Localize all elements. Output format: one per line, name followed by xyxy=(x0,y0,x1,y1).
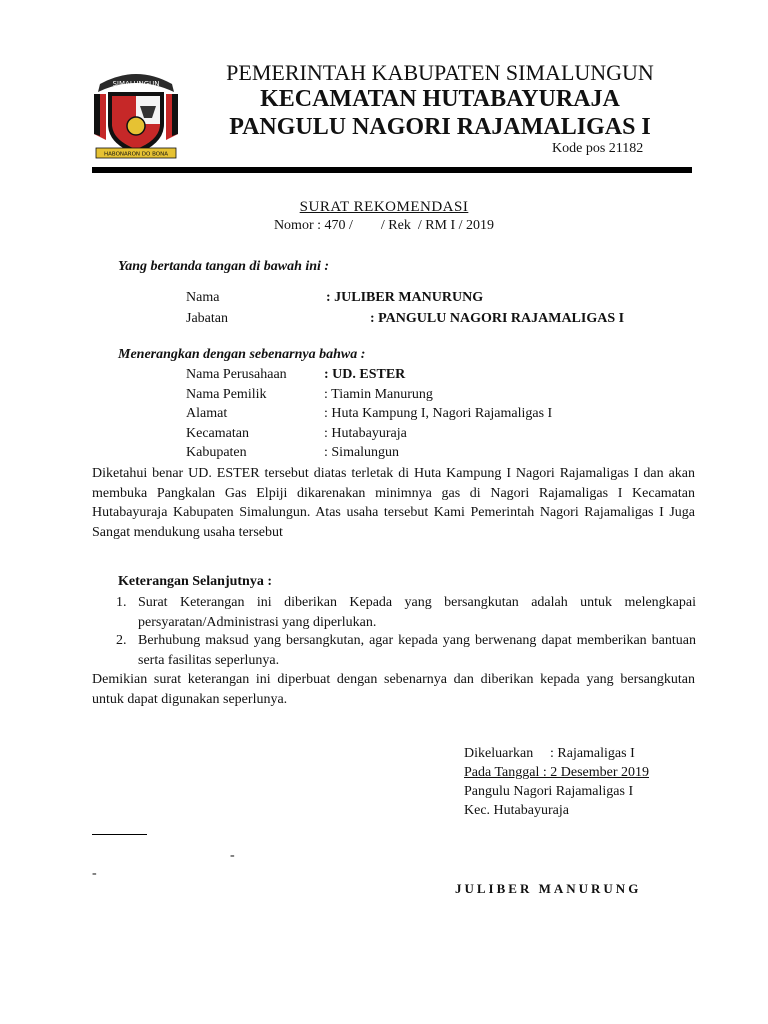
header-government: PEMERINTAH KABUPATEN SIMALUNGUN xyxy=(226,60,654,85)
signer-position: Pangulu Nagori Rajamaligas I xyxy=(464,784,634,799)
dash-mark: - xyxy=(92,866,97,881)
note-number: 2. xyxy=(116,633,127,648)
issue-date: Pada Tanggal : 2 Desember 2019 xyxy=(464,765,649,780)
letter-title: SURAT REKOMENDASI xyxy=(299,199,469,215)
company-name-value: : UD. ESTER xyxy=(324,367,406,382)
owner-value: : Tiamin Manurung xyxy=(324,387,433,402)
signer-position-value: : PANGULU NAGORI RAJAMALIGAS I xyxy=(370,311,625,326)
regency-value: : Simalungun xyxy=(324,445,400,460)
address-value: : Huta Kampung I, Nagori Rajamaligas I xyxy=(324,406,553,421)
issued-value: : Rajamaligas I xyxy=(550,746,635,761)
address-label: Alamat xyxy=(186,406,228,421)
left-signature-line xyxy=(92,834,147,835)
signer-signature-name: JULIBER MANURUNG xyxy=(455,881,642,896)
owner-label: Nama Pemilik xyxy=(186,387,267,402)
signer-name-label: Nama xyxy=(186,290,220,305)
company-name-label: Nama Perusahaan xyxy=(186,367,287,382)
subdistrict-value: : Hutabayuraja xyxy=(324,426,407,441)
intro-text: Yang bertanda tangan di bawah ini : xyxy=(118,259,330,274)
body-paragraph: Diketahui benar UD. ESTER tersebut diatas terletak di Huta Kampung I Nagori Rajamaligas I dan akan membuka Pangkalan Gas Elpiji dikarenakan minimnya gas di Nagori Rajamaligas I Kecamatan Hutabayuraja Kabupaten Simalungun. Atas usaha tersebut Kami Pemerintah Nagori Rajamaligas I Juga Sangat mendukung usaha tersebut xyxy=(92,466,695,540)
note-text: Berhubung maksud yang bersangkutan, agar kepada yang berwenang dapat memberikan bantuan serta fasilitas seperlunya. xyxy=(138,633,696,668)
logo-bottom-text: HABONARON DO BONA xyxy=(104,151,168,158)
logo-top-text: SIMALUNGUN xyxy=(112,80,160,88)
note-number: 1. xyxy=(116,595,127,610)
subdistrict-label: Kecamatan xyxy=(186,426,249,441)
signer-position-label: Jabatan xyxy=(186,311,228,326)
header-village: PANGULU NAGORI RAJAMALIGAS I xyxy=(229,114,651,140)
header-district: KECAMATAN HUTABAYURAJA xyxy=(260,86,620,112)
notes-heading: Keterangan Selanjutnya : xyxy=(118,574,272,589)
dash-mark: - xyxy=(230,848,235,863)
regency-logo xyxy=(90,62,182,162)
note-item-2 xyxy=(116,631,696,670)
note-text: Surat Keterangan ini diberikan Kepada yang bersangkutan adalah untuk melengkapai persyaratan/Administrasi yang diperlukan. xyxy=(138,595,696,630)
closing-paragraph: Demikian surat keterangan ini diperbuat dengan sebenarnya dan diberikan kepada yang bersangkutan untuk dapat digunakan seperlunya. xyxy=(92,672,695,707)
header-divider xyxy=(92,167,692,173)
signer-district: Kec. Hutabayuraja xyxy=(464,803,569,818)
note-item-1 xyxy=(116,593,696,632)
statement-intro: Menerangkan dengan sebenarnya bahwa : xyxy=(118,347,366,362)
issued-label: Dikeluarkan xyxy=(464,746,534,761)
regency-label: Kabupaten xyxy=(186,445,247,460)
signer-name-value: : JULIBER MANURUNG xyxy=(326,290,484,305)
letter-number: Nomor : 470 / / Rek / RM I / 2019 xyxy=(273,218,495,233)
postal-code: Kode pos 21182 xyxy=(552,141,644,156)
